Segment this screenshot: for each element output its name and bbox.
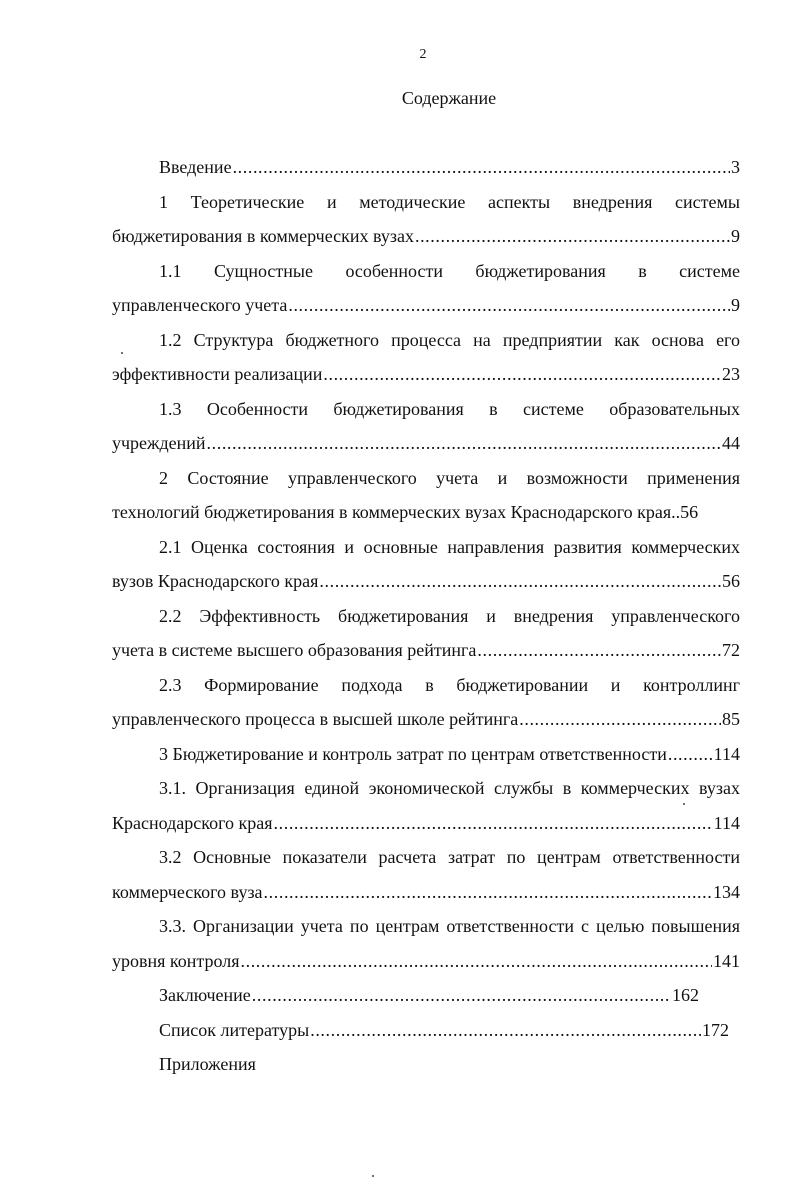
scan-speck bbox=[683, 803, 685, 805]
toc-entry-title: 3.1. Организация единой экономической службы в коммерческих вузах bbox=[159, 778, 740, 798]
toc-entry-section-3-1[interactable] bbox=[112, 771, 740, 806]
toc-entry-section-3-1-cont[interactable] bbox=[112, 806, 740, 841]
toc-leader-dots bbox=[319, 564, 721, 599]
toc-entry-page: 23 bbox=[722, 364, 740, 384]
toc-leader-dots bbox=[477, 633, 721, 668]
toc-entry-section-3-2-cont[interactable] bbox=[112, 875, 740, 910]
toc-entry-chapter-3[interactable] bbox=[112, 737, 740, 772]
toc-entry-page: 56 bbox=[722, 571, 740, 591]
toc-entry-appendices[interactable] bbox=[112, 1047, 740, 1082]
toc-entry-title-cont: управленческого процесса в высшей школе рейтинга bbox=[112, 709, 519, 729]
toc-entry-title-cont: уровня контроля bbox=[112, 950, 240, 971]
toc-leader-dots bbox=[519, 702, 721, 737]
toc-entry-section-1-3-cont[interactable] bbox=[112, 426, 740, 461]
toc-entry-section-1-1[interactable] bbox=[112, 254, 740, 289]
toc-entry-section-2-1[interactable] bbox=[112, 530, 740, 565]
toc-leader-dots bbox=[668, 737, 713, 772]
toc-leader-dots bbox=[264, 875, 712, 910]
toc-entry-title-cont: эффективности реализации bbox=[112, 364, 323, 384]
toc-entry-section-2-2-cont[interactable] bbox=[112, 633, 740, 668]
toc-entry-chapter-1-cont[interactable] bbox=[112, 219, 740, 254]
toc-entry-chapter-2[interactable] bbox=[112, 461, 740, 496]
toc-entry-title: Введение bbox=[159, 157, 232, 177]
toc-entry-conclusion[interactable] bbox=[112, 978, 699, 1013]
toc-leader-dots bbox=[207, 426, 721, 461]
toc-entry-section-3-2[interactable] bbox=[112, 840, 740, 875]
toc-entry-title-cont: коммерческого вуза bbox=[112, 881, 263, 902]
toc-entry-title-cont: вузов Краснодарского края bbox=[112, 571, 319, 591]
toc-entry-title: 3.2 Основные показатели расчета затрат по центрам ответственности bbox=[159, 847, 740, 867]
toc-entry-section-3-3-cont[interactable] bbox=[112, 944, 740, 979]
toc-entry-page: 9 bbox=[731, 226, 740, 246]
toc-entry-section-2-3-cont[interactable] bbox=[112, 702, 740, 737]
toc-entry-title-cont: учреждений bbox=[112, 433, 206, 453]
toc-entry-section-1-2-cont[interactable] bbox=[112, 357, 740, 392]
toc-entry-section-2-2[interactable] bbox=[112, 599, 740, 634]
toc-entry-page: 9 bbox=[731, 295, 740, 315]
toc-entry-title: 1.1 Сущностные особенности бюджетирования в системе bbox=[159, 260, 740, 281]
toc-leader-dots bbox=[274, 806, 713, 841]
table-of-contents bbox=[112, 150, 740, 1082]
page-title: Содержание bbox=[401, 88, 497, 108]
toc-entry-section-1-3[interactable] bbox=[112, 392, 740, 427]
toc-entry-title-cont: управленческого учета bbox=[112, 295, 288, 315]
toc-entry-title: 1 Теоретические и методические аспекты внедрения системы bbox=[159, 191, 740, 212]
toc-entry-page: 85 bbox=[722, 709, 740, 729]
toc-entry-title: 3.3. Организации учета по центрам ответственности с целью повышения bbox=[159, 916, 740, 936]
toc-entry-page: 72 bbox=[722, 640, 740, 660]
toc-entry-chapter-1[interactable] bbox=[112, 185, 740, 220]
toc-entry-title: 1.2 Структура бюджетного процесса на предприятии как основа его bbox=[159, 329, 740, 350]
toc-entry-section-2-3[interactable] bbox=[112, 668, 740, 703]
toc-entry-page: 141 bbox=[713, 950, 740, 971]
toc-entry-section-2-1-cont[interactable] bbox=[112, 564, 740, 599]
toc-entry-page: 3 bbox=[731, 157, 740, 177]
toc-entry-title: 1.3 Особенности бюджетирования в системе образовательных bbox=[159, 398, 740, 419]
toc-entry-title: Заключение bbox=[159, 985, 251, 1005]
toc-entry-page: 114 bbox=[713, 812, 740, 833]
toc-entry-title-cont: бюджетирования в коммерческих вузах bbox=[112, 226, 414, 246]
toc-entry-page: 114 bbox=[713, 743, 740, 764]
toc-entry-introduction[interactable] bbox=[112, 150, 740, 185]
toc-entry-title: 2.1 Оценка состояния и основные направления развития коммерческих bbox=[159, 536, 740, 557]
toc-leader-dots bbox=[241, 944, 713, 979]
toc-entry-title: 2 Состояние управленческого учета и возможности применения bbox=[159, 467, 740, 488]
toc-leader-dots bbox=[415, 219, 730, 254]
toc-leader-dots bbox=[310, 1013, 701, 1048]
scan-speck bbox=[121, 352, 123, 354]
toc-leader-dots: .. bbox=[671, 502, 681, 522]
toc-entry-page: 172 bbox=[702, 1019, 729, 1040]
toc-entry-section-3-3[interactable] bbox=[112, 909, 740, 944]
toc-entry-bibliography[interactable] bbox=[112, 1013, 729, 1048]
toc-entry-section-1-1-cont[interactable] bbox=[112, 288, 740, 323]
toc-entry-page: 162 bbox=[672, 985, 699, 1005]
toc-entry-title: 2.2 Эффективность бюджетирования и внедрения управленческого bbox=[159, 605, 740, 626]
toc-entry-title: 2.3 Формирование подхода в бюджетировании и контроллинг bbox=[159, 674, 740, 695]
toc-entry-title-cont: учета в системе высшего образования рейтинга bbox=[112, 640, 477, 660]
toc-leader-dots bbox=[233, 150, 730, 185]
toc-leader-dots bbox=[288, 288, 730, 323]
toc-entry-section-1-2[interactable] bbox=[112, 323, 740, 358]
toc-leader-dots bbox=[323, 357, 721, 392]
toc-entry-title-cont: технологий бюджетирования в коммерческих вузах Краснодарского края bbox=[112, 502, 672, 522]
toc-entry-page: 44 bbox=[722, 433, 740, 453]
toc-entry-title-cont: Краснодарского края bbox=[112, 812, 273, 833]
toc-leader-dots bbox=[252, 978, 671, 1013]
toc-entry-chapter-2-cont[interactable] bbox=[112, 495, 740, 530]
toc-entry-title: 3 Бюджетирование и контроль затрат по центрам ответственности bbox=[159, 743, 667, 764]
page-number: 2 bbox=[419, 47, 427, 62]
toc-entry-title: Список литературы bbox=[159, 1019, 310, 1040]
toc-entry-page: 134 bbox=[713, 881, 740, 902]
toc-entry-title: Приложения bbox=[159, 1054, 256, 1074]
scan-speck bbox=[372, 1175, 374, 1177]
toc-entry-page: 56 bbox=[680, 502, 699, 522]
